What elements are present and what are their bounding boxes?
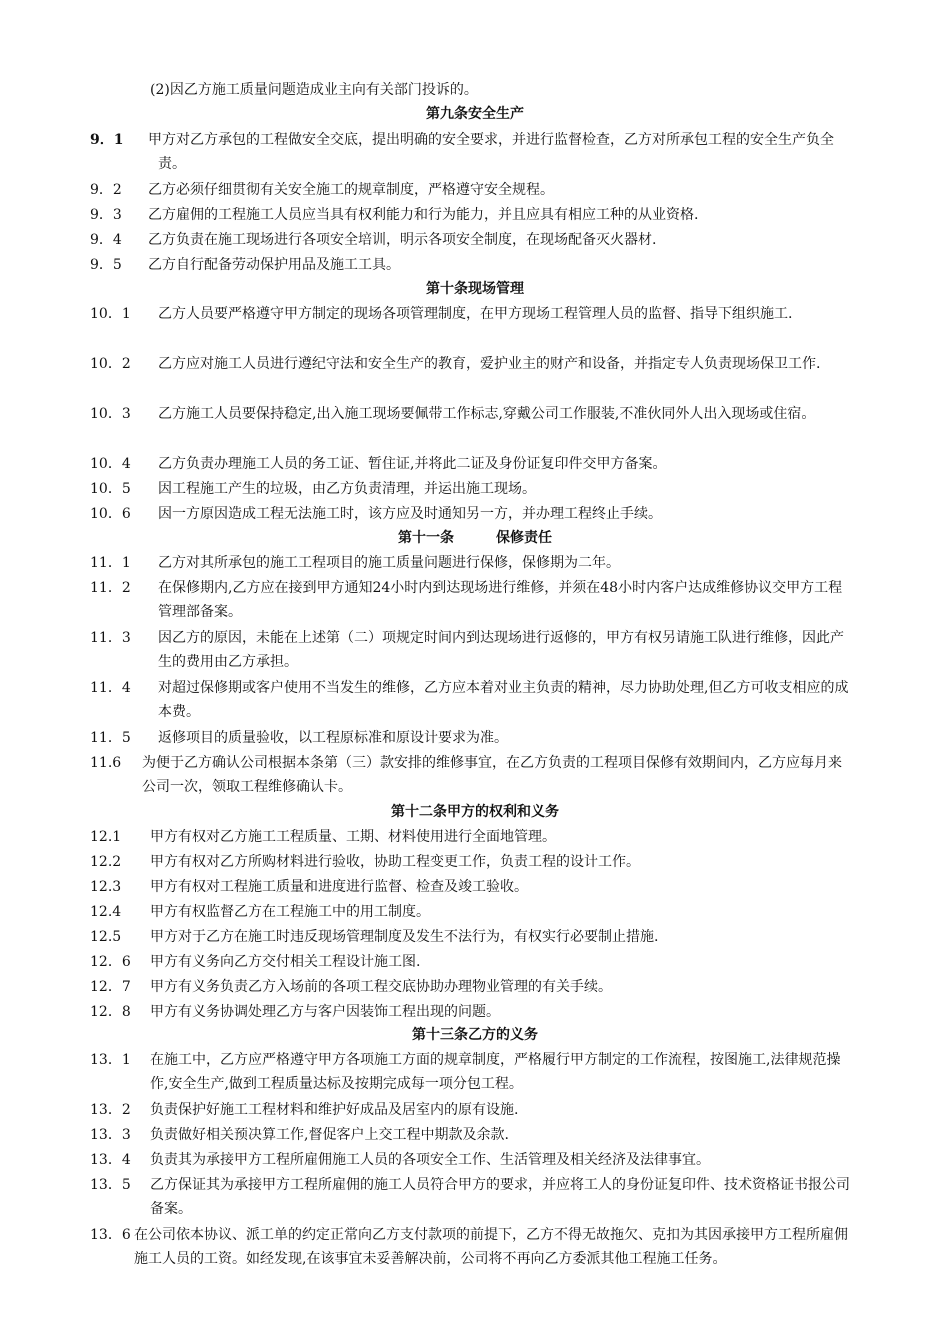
clause-text: 在公司依本协议、派工单的约定正常向乙方支付款项的前提下，乙方不得无故拖欠、克扣为其因承接甲方工程所雇佣施工人员的工资。如经发现,在该事宜未妥善解决前，公司将不再向乙方委派其他工程施工任务。 <box>134 1227 848 1267</box>
clause-number: 12.2 <box>90 854 122 870</box>
clause-text: 负责做好相关预决算工作,督促客户上交工程中期款及余款. <box>150 1127 509 1143</box>
clause-13-3 <box>90 1123 860 1147</box>
clause-11-1 <box>90 551 860 575</box>
clause-text: 因工程施工产生的垃圾，由乙方负责清理，并运出施工现场。 <box>158 481 536 497</box>
clause-9-2 <box>90 178 860 202</box>
clause-text: 乙方负责在施工现场进行各项安全培训，明示各项安全制度，在现场配备灭火器材. <box>148 232 657 248</box>
clause-number: 11．1 <box>90 555 131 571</box>
clause-text: 甲方对于乙方在施工时违反现场管理制度及发生不法行为，有权实行必要制止措施. <box>150 929 659 945</box>
clause-text: 甲方有义务协调处理乙方与客户因装饰工程出现的问题。 <box>150 1004 500 1020</box>
clause-number: 12.5 <box>90 929 122 945</box>
clause-text: 在保修期内,乙方应在接到甲方通知24小时内到达现场进行维修，并须在48小时内客户达成维修协议交甲方工程管理部备案。 <box>158 580 843 620</box>
clause-12-1 <box>90 825 860 849</box>
clause-number: 9．1 <box>90 132 124 148</box>
clause-13-6 <box>90 1223 860 1271</box>
clause-9-3 <box>90 203 860 227</box>
clause-number: 10．6 <box>90 506 131 522</box>
clause-number: 13．4 <box>90 1152 131 1168</box>
clause-text: 甲方有权对工程施工质量和进度进行监督、检查及竣工验收。 <box>150 879 528 895</box>
clause-text: 返修项目的质量验收，以工程原标准和原设计要求为准。 <box>158 730 508 746</box>
clause-11-6 <box>90 751 860 799</box>
clause-13-2 <box>90 1098 860 1122</box>
clause-text: 甲方对乙方承包的工程做安全交底，提出明确的安全要求，并进行监督检查，乙方对所承包工程的安全生产负全责。 <box>148 132 834 172</box>
section-10-title: 第十条现场管理 <box>426 281 524 297</box>
clause-number: 11．4 <box>90 680 131 696</box>
clause-number: 12.4 <box>90 904 122 920</box>
clause-number: 9．5 <box>90 257 122 273</box>
clause-text: 乙方雇佣的工程施工人员应当具有权利能力和行为能力，并且应具有相应工种的从业资格. <box>148 207 699 223</box>
clause-number: 11．2 <box>90 580 131 596</box>
section-9-title: 第九条安全生产 <box>426 106 524 122</box>
clause-number: 12.3 <box>90 879 122 895</box>
clause-text: 甲方有义务向乙方交付相关工程设计施工图. <box>150 954 421 970</box>
section-12-title: 第十二条甲方的权利和义务 <box>391 804 559 820</box>
clause-13-1 <box>90 1048 860 1096</box>
clause-number: 12．8 <box>90 1004 131 1020</box>
clause-9-1 <box>90 128 860 176</box>
clause-12-5 <box>90 925 860 949</box>
clause-10-2 <box>90 352 860 376</box>
clause-text: 乙方保证其为承接甲方工程所雇佣的施工人员符合甲方的要求，并应将工人的身份证复印件、技术资格证书报公司备案。 <box>150 1177 850 1217</box>
clause-number: 10．4 <box>90 456 131 472</box>
clause-text: 乙方施工人员要保持稳定,出入施工现场要佩带工作标志,穿戴公司工作服装,不准伙同外人出入现场或住宿。 <box>158 406 816 422</box>
clause-number: 13．6 <box>90 1227 131 1243</box>
clause-10-6 <box>90 502 860 526</box>
clause-text: 乙方必须仔细贯彻有关安全施工的规章制度，严格遵守安全规程。 <box>148 182 554 198</box>
clause-text: 甲方有权对乙方所购材料进行验收，协助工程变更工作，负责工程的设计工作。 <box>150 854 640 870</box>
clause-number: 13．2 <box>90 1102 131 1118</box>
clause-11-3 <box>90 626 860 674</box>
clause-number: 13．5 <box>90 1177 131 1193</box>
clause-10-5 <box>90 477 860 501</box>
section-13-title: 第十三条乙方的义务 <box>412 1027 538 1043</box>
clause-number: 12．6 <box>90 954 131 970</box>
clause-9-4 <box>90 228 860 252</box>
clause-text: 负责保护好施工工程材料和维护好成品及居室内的原有设施. <box>150 1102 519 1118</box>
clause-number: 9．4 <box>90 232 122 248</box>
clause-number: 9．3 <box>90 207 122 223</box>
clause-10-3 <box>90 402 860 426</box>
clause-text: 乙方负责办理施工人员的务工证、暂住证,并将此二证及身份证复印件交甲方备案。 <box>158 456 667 472</box>
clause-text: 对超过保修期或客户使用不当发生的维修，乙方应本着对业主负责的精神，尽力协助处理,但乙方可收支相应的成本费。 <box>158 680 849 720</box>
clause-number: 11．5 <box>90 730 131 746</box>
clause-text: 乙方应对施工人员进行遵纪守法和安全生产的教育，爱护业主的财产和设备，并指定专人负责现场保卫工作. <box>158 356 821 372</box>
clause-text: 因乙方的原因，未能在上述第（二）项规定时间内到达现场进行返修的，甲方有权另请施工队进行维修，因此产生的费用由乙方承担。 <box>158 630 844 670</box>
clause-number: 10．2 <box>90 356 131 372</box>
clause-text: 甲方有权监督乙方在工程施工中的用工制度。 <box>150 904 430 920</box>
clause-11-4 <box>90 676 860 724</box>
clause-number: 13．3 <box>90 1127 131 1143</box>
clause-text: 乙方人员要严格遵守甲方制定的现场各项管理制度，在甲方现场工程管理人员的监督、指导下组织施工. <box>158 306 793 322</box>
clause-12-3 <box>90 875 860 899</box>
clause-11-5 <box>90 726 860 750</box>
clause-12-8 <box>90 1000 860 1024</box>
clause-text: 甲方有义务负责乙方入场前的各项工程交底协助办理物业管理的有关手续。 <box>150 979 612 995</box>
clause-number: 9．2 <box>90 182 122 198</box>
clause-13-4 <box>90 1148 860 1172</box>
intro-line: (2)因乙方施工质量问题造成业主向有关部门投诉的。 <box>150 82 478 98</box>
clause-text: 乙方自行配备劳动保护用品及施工工具。 <box>148 257 400 273</box>
clause-text: 甲方有权对乙方施工工程质量、工期、材料使用进行全面地管理。 <box>150 829 556 845</box>
section-11-title: 第十一条 保修责任 <box>398 530 552 546</box>
clause-11-2 <box>90 576 860 624</box>
clause-number: 12．7 <box>90 979 131 995</box>
clause-number: 10．5 <box>90 481 131 497</box>
clause-text: 因一方原因造成工程无法施工时，该方应及时通知另一方，并办理工程终止手续。 <box>158 506 662 522</box>
clause-12-2 <box>90 850 860 874</box>
clause-number: 11．3 <box>90 630 131 646</box>
clause-12-4 <box>90 900 860 924</box>
clause-12-7 <box>90 975 860 999</box>
clause-10-1 <box>90 302 860 326</box>
clause-number: 12.1 <box>90 829 122 845</box>
clause-text: 乙方对其所承包的施工工程项目的施工质量问题进行保修，保修期为二年。 <box>158 555 620 571</box>
clause-number: 11.6 <box>90 755 122 771</box>
clause-text: 在施工中，乙方应严格遵守甲方各项施工方面的规章制度，严格履行甲方制定的工作流程，按图施工,法律规范操作,安全生产,做到工程质量达标及按期完成每一项分包工程。 <box>150 1052 841 1092</box>
clause-10-4 <box>90 452 860 476</box>
clause-number: 10．1 <box>90 306 131 322</box>
clause-13-5 <box>90 1173 860 1221</box>
clause-9-5 <box>90 253 860 277</box>
clause-text: 负责其为承接甲方工程所雇佣施工人员的各项安全工作、生活管理及相关经济及法律事宜。 <box>150 1152 710 1168</box>
clause-number: 10．3 <box>90 406 131 422</box>
clause-number: 13．1 <box>90 1052 131 1068</box>
clause-12-6 <box>90 950 860 974</box>
clause-text: 为便于乙方确认公司根据本条第（三）款安排的维修事宜，在乙方负责的工程项目保修有效期间内，乙方应每月来公司一次，领取工程维修确认卡。 <box>142 755 842 795</box>
